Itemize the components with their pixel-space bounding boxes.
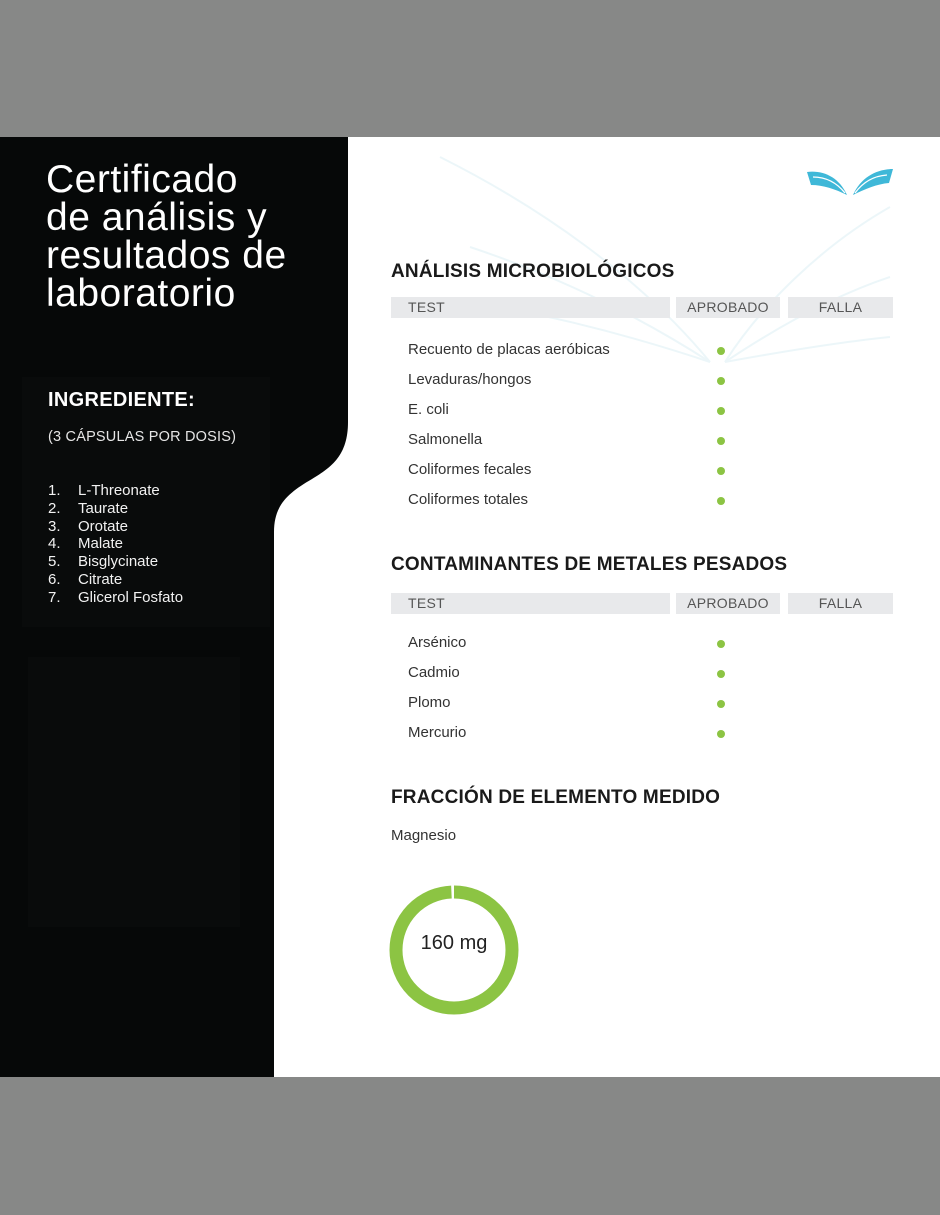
micro-header-fail: FALLA xyxy=(788,297,893,318)
ingredient-number: 4. xyxy=(48,535,61,553)
test-row-label: E. coli xyxy=(408,401,449,418)
dose-note: (3 CÁPSULAS POR DOSIS) xyxy=(48,429,237,445)
document-title: Certificado de análisis y resultados de laboratorio xyxy=(46,158,287,315)
pass-indicator-dot xyxy=(717,640,725,648)
ingredient-number: 3. xyxy=(48,517,61,535)
test-row-label: Salmonella xyxy=(408,431,483,448)
test-row-label: Plomo xyxy=(408,694,451,711)
test-row-label: Levaduras/hongos xyxy=(408,371,532,388)
test-row-label: Arsénico xyxy=(408,634,467,651)
wings-logo xyxy=(805,167,895,199)
ingredient-name: Glicerol Fosfato xyxy=(78,588,184,606)
element-label: Magnesio xyxy=(391,827,457,844)
ingredient-item xyxy=(48,500,183,518)
ingredient-number: 6. xyxy=(48,570,61,588)
pass-indicator-dot xyxy=(717,377,725,385)
pass-indicator-dot xyxy=(717,700,725,708)
ingredient-number: 2. xyxy=(48,499,61,517)
ingredient-item xyxy=(48,553,183,571)
ingredient-item xyxy=(48,589,183,607)
pass-indicator-dot xyxy=(717,407,725,415)
test-row-label: Recuento de placas aeróbicas xyxy=(408,341,610,358)
fraction-section-title: FRACCIÓN DE ELEMENTO MEDIDO xyxy=(391,787,721,808)
pass-indicator-dot xyxy=(717,497,725,505)
test-row-label: Mercurio xyxy=(408,724,467,741)
ingredient-name: L-Threonate xyxy=(78,482,160,499)
ingredient-name: Bisglycinate xyxy=(78,553,159,571)
dose-value: 160 mg xyxy=(420,932,488,954)
test-row-label: Cadmio xyxy=(408,664,460,681)
ingredient-item xyxy=(48,482,183,500)
ingredient-item xyxy=(48,571,183,589)
pass-indicator-dot xyxy=(717,467,725,475)
ingredient-heading: INGREDIENTE: xyxy=(48,389,195,411)
ingredient-name: Taurate xyxy=(78,499,129,517)
pass-indicator-dot xyxy=(717,730,725,738)
metals-header-fail: FALLA xyxy=(788,593,893,614)
metals-header-pass: APROBADO xyxy=(676,593,780,614)
ingredient-number: 7. xyxy=(48,588,61,606)
micro-section-title: ANÁLISIS MICROBIOLÓGICOS xyxy=(391,261,675,282)
ingredient-item xyxy=(48,518,183,536)
ingredient-name: Malate xyxy=(78,535,124,553)
ingredient-name: Citrate xyxy=(78,570,123,588)
metals-section-title: CONTAMINANTES DE METALES PESADOS xyxy=(391,554,788,575)
ingredient-number: 5. xyxy=(48,553,61,571)
ingredient-item xyxy=(48,535,183,553)
micro-header-pass: APROBADO xyxy=(676,297,780,318)
pass-indicator-dot xyxy=(717,670,725,678)
metals-header-test: TEST xyxy=(391,593,670,614)
ingredient-name: Orotate xyxy=(78,517,129,535)
ingredient-list xyxy=(48,482,183,607)
pass-indicator-dot xyxy=(717,347,725,355)
test-row-label: Coliformes fecales xyxy=(408,461,532,478)
micro-header-test: TEST xyxy=(391,297,670,318)
pass-indicator-dot xyxy=(717,437,725,445)
certificate-card xyxy=(0,137,940,1077)
test-row-label: Coliformes totales xyxy=(408,491,529,508)
ingredient-number: 1. xyxy=(48,482,61,499)
